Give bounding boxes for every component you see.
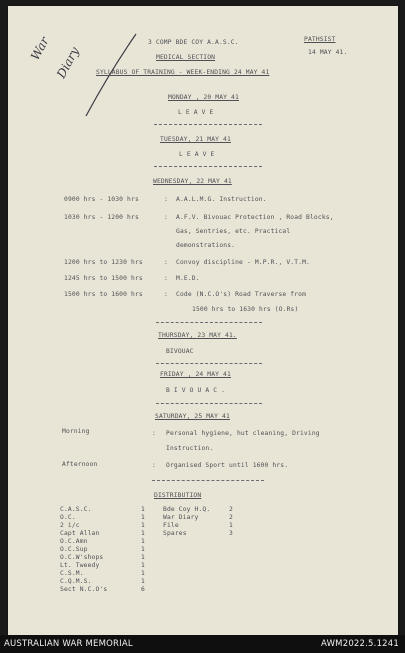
distribution-name: File — [163, 522, 179, 529]
wednesday-title: WEDNESDAY, 22 MAY 41 — [153, 178, 232, 185]
schedule-colon: : — [164, 214, 168, 221]
distribution-name: War Diary — [163, 514, 199, 521]
schedule-colon: : — [164, 275, 168, 282]
distribution-qty: 1 — [141, 530, 145, 537]
distribution-qty: 6 — [141, 586, 145, 593]
distribution-name: Bde Coy H.Q. — [163, 506, 211, 513]
distribution-qty: 1 — [141, 506, 145, 513]
schedule-activity: Code (N.C.O's) Road Traverse from — [176, 291, 307, 298]
divider — [154, 124, 262, 125]
divider — [156, 363, 262, 364]
distribution-qty: 3 — [229, 530, 233, 537]
distribution-name: C.Q.M.S. — [60, 578, 92, 585]
tuesday-note: L E A V E — [179, 151, 215, 158]
distribution-qty: 1 — [141, 570, 145, 577]
unit-heading: 3 COMP BDE COY A.A.S.C. — [148, 39, 239, 46]
document-page — [8, 6, 398, 635]
divider — [152, 480, 264, 481]
handwritten-line-1: War — [28, 34, 52, 63]
schedule-activity: Personal hygiene, hut cleaning, Driving — [166, 430, 320, 437]
secret-stamp: PATHSIST — [304, 36, 336, 43]
footer-institution: AUSTRALIAN WAR MEMORIAL — [4, 639, 133, 649]
document-date: 14 MAY 41. — [308, 49, 348, 56]
schedule-time: 1200 hrs to 1230 hrs — [64, 259, 143, 266]
section-heading: MEDICAL SECTION — [156, 54, 216, 61]
schedule-activity: Convoy discipline - M.P.R., V.T.M. — [176, 259, 310, 266]
distribution-qty: 1 — [141, 538, 145, 545]
schedule-colon: : — [164, 259, 168, 266]
distribution-name: Sect N.C.O's — [60, 586, 108, 593]
schedule-colon: : — [164, 291, 168, 298]
distribution-name: O.C. — [60, 514, 76, 521]
schedule-activity-cont: Instruction. — [166, 445, 214, 452]
divider — [156, 322, 262, 323]
schedule-time: 0900 hrs - 1030 hrs — [64, 196, 139, 203]
schedule-activity-cont: Gas, Sentries, etc. Practical — [176, 228, 291, 235]
schedule-activity: M.E.D. — [176, 275, 200, 282]
distribution-qty: 1 — [229, 522, 233, 529]
distribution-name: 2 i/c — [60, 522, 80, 529]
thursday-note: BIVOUAC — [166, 348, 194, 355]
schedule-activity: A.A.L.M.G. Instruction. — [176, 196, 267, 203]
distribution-name: C.A.S.C. — [60, 506, 92, 513]
divider — [156, 403, 262, 404]
archive-footer — [0, 635, 405, 653]
distribution-name: Spares — [163, 530, 187, 537]
distribution-name: O.C.Amn — [60, 538, 88, 545]
handwritten-war-diary — [28, 35, 52, 63]
friday-title: FRIDAY , 24 MAY 41 — [160, 371, 231, 378]
distribution-name: Lt. Tweedy — [60, 562, 100, 569]
handwritten-line-2: Diary — [54, 44, 82, 81]
syllabus-title: SYLLABUS OF TRAINING - WEEK-ENDING 24 MAY 41 — [96, 69, 270, 76]
distribution-qty: 1 — [141, 554, 145, 561]
schedule-colon: : — [164, 196, 168, 203]
distribution-qty: 2 — [229, 506, 233, 513]
schedule-time: 1030 hrs - 1200 hrs — [64, 214, 139, 221]
distribution-qty: 1 — [141, 562, 145, 569]
schedule-time: Morning — [62, 428, 90, 435]
schedule-time: 1245 hrs to 1500 hrs — [64, 275, 143, 282]
schedule-activity-cont: demonstrations. — [176, 242, 236, 249]
distribution-qty: 1 — [141, 522, 145, 529]
footer-accession-number: AWM2022.5.1241 — [321, 639, 399, 649]
schedule-activity: Organised Sport until 1600 hrs. — [166, 462, 289, 469]
friday-note: B I V O U A C . — [166, 387, 226, 394]
schedule-time: Afternoon — [62, 461, 98, 468]
distribution-qty: 1 — [141, 546, 145, 553]
distribution-title: DISTRIBUTION — [154, 492, 202, 499]
distribution-name: O.C.Sup — [60, 546, 88, 553]
monday-title: MONDAY , 20 MAY 41 — [168, 94, 239, 101]
saturday-title: SATURDAY, 25 MAY 41 — [155, 413, 230, 420]
schedule-activity: A.F.V. Bivouac Protection , Road Blocks, — [176, 214, 334, 221]
schedule-colon: : — [152, 430, 156, 437]
schedule-time: 1500 hrs to 1600 hrs — [64, 291, 143, 298]
schedule-colon: : — [152, 462, 156, 469]
distribution-name: C.S.M. — [60, 570, 84, 577]
distribution-qty: 1 — [141, 578, 145, 585]
distribution-name: O.C.W'shops — [60, 554, 104, 561]
distribution-qty: 1 — [141, 514, 145, 521]
divider — [154, 166, 262, 167]
tuesday-title: TUESDAY, 21 MAY 41 — [160, 136, 231, 143]
schedule-activity-cont: 1500 hrs to 1630 hrs (O.Rs) — [192, 306, 299, 313]
monday-note: L E A V E — [178, 109, 214, 116]
thursday-title: THURSDAY, 23 MAY 41. — [158, 332, 237, 339]
distribution-name: Capt Allan — [60, 530, 100, 537]
distribution-qty: 2 — [229, 514, 233, 521]
